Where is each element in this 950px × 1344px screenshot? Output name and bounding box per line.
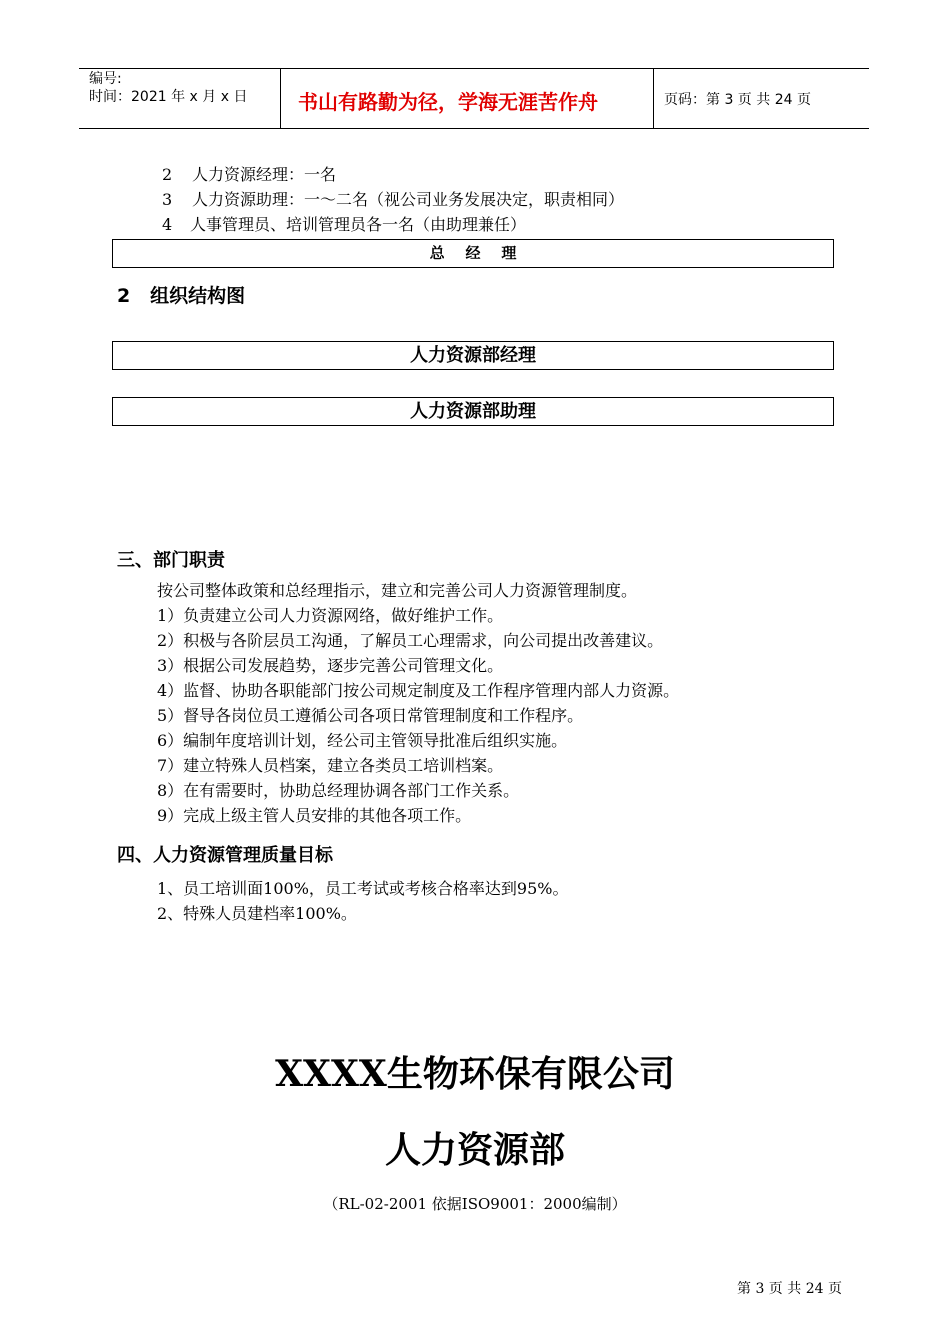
duty-item: 9）完成上级主管人员安排的其他各项工作。 — [157, 806, 472, 825]
header-time: 时间：2021 年 x 月 x 日 — [89, 89, 248, 105]
org-chart-section-title: 2 组织结构图 — [117, 285, 246, 307]
header-page-info: 页码：第 3 页 共 24 页 — [664, 92, 811, 108]
duties-intro: 按公司整体政策和总经理指示，建立和完善公司人力资源管理制度。 — [157, 581, 638, 600]
duty-item: 4）监督、协助各职能部门按公司规定制度及工作程序管理内部人力资源。 — [157, 681, 680, 700]
header-code-label: 编号: — [89, 71, 122, 87]
department-name: 人力资源部 — [384, 1129, 565, 1171]
staffing-item — [162, 164, 336, 186]
duty-item: 7）建立特殊人员档案，建立各类员工培训档案。 — [157, 756, 504, 775]
staffing-item-number: 2 — [162, 165, 173, 184]
duty-item: 2）积极与各阶层员工沟通，了解员工心理需求，向公司提出改善建议。 — [157, 631, 664, 650]
hr-manager-box: 人力资源部经理 — [112, 341, 834, 370]
document-reference: （RL-02-2001 依据ISO9001：2000编制） — [323, 1195, 627, 1213]
staffing-item-number: 4 — [162, 215, 173, 234]
staffing-item-number: 3 — [162, 190, 173, 209]
general-manager-box: 总 经 理 — [112, 239, 834, 268]
quality-item: 1、员工培训面100%，员工考试或考核合格率达到95%。 — [157, 879, 569, 898]
duty-item: 5）督导各岗位员工遵循公司各项日常管理制度和工作程序。 — [157, 706, 584, 725]
duty-item: 8）在有需要时，协助总经理协调各部门工作关系。 — [157, 781, 520, 800]
staffing-item-text: 人力资源经理：一名 — [192, 165, 337, 184]
duties-section-title: 三、部门职责 — [117, 550, 225, 571]
footer-page-info: 第 3 页 共 24 页 — [737, 1281, 842, 1297]
staffing-item — [162, 214, 526, 236]
header-bottom-border — [79, 128, 869, 129]
hr-assistant-box: 人力资源部助理 — [112, 397, 834, 426]
staffing-item-text: 人力资源助理：一～二名（视公司业务发展决定，职责相同） — [192, 190, 625, 209]
duty-item: 3）根据公司发展趋势，逐步完善公司管理文化。 — [157, 656, 504, 675]
staffing-item — [162, 189, 624, 211]
staffing-item-text: 人事管理员、培训管理员各一名（由助理兼任） — [190, 215, 527, 234]
header-motto: 书山有路勤为径，学海无涯苦作舟 — [298, 90, 598, 114]
header-top-border — [79, 68, 869, 69]
quality-section-title: 四、人力资源管理质量目标 — [117, 845, 333, 866]
duty-item: 6）编制年度培训计划，经公司主管领导批准后组织实施。 — [157, 731, 568, 750]
header-divider-2 — [653, 68, 654, 129]
header-divider-1 — [280, 68, 281, 129]
duty-item: 1）负责建立公司人力资源网络，做好维护工作。 — [157, 606, 504, 625]
quality-item: 2、特殊人员建档率100%。 — [157, 904, 357, 923]
company-name: XXXX生物环保有限公司 — [275, 1053, 675, 1095]
